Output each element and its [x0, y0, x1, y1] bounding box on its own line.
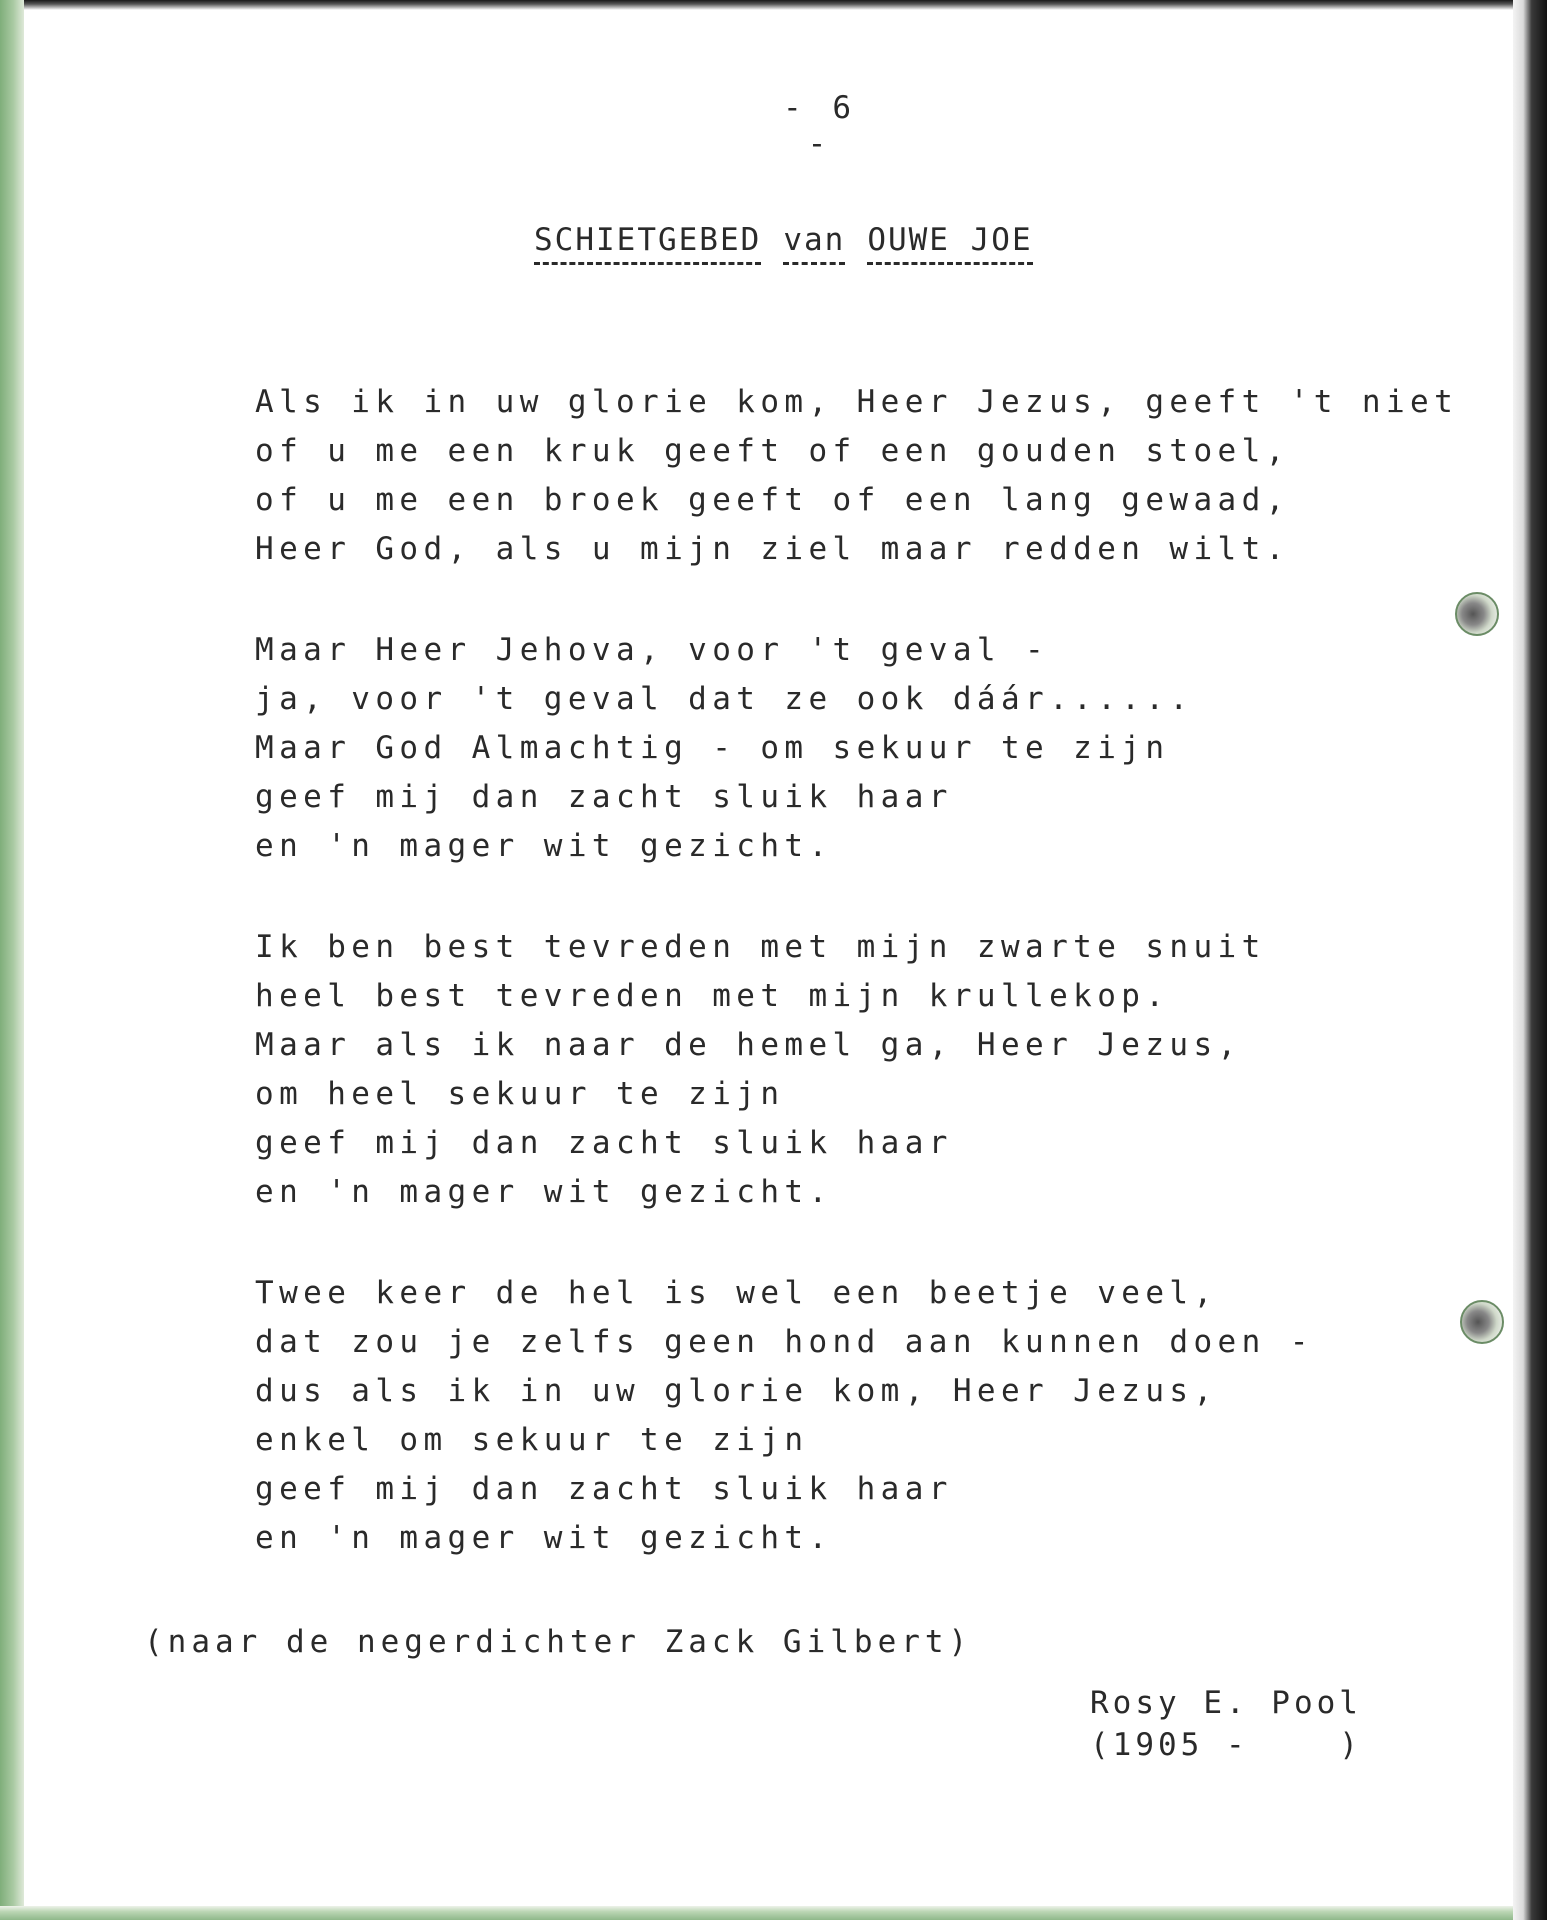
poem-line: Maar als ik naar de hemel ga, Heer Jezus,: [255, 1027, 1242, 1063]
poem-line: dus als ik in uw glorie kom, Heer Jezus,: [255, 1373, 1218, 1409]
punch-hole-top: [1455, 592, 1499, 636]
poem-line: of u me een broek geeft of een lang gewaad,: [255, 482, 1290, 518]
poem-line: om heel sekuur te zijn: [255, 1076, 785, 1112]
poem-line: dat zou je zelfs geen hond aan kunnen doen -: [255, 1324, 1314, 1360]
author-name: Rosy E. Pool: [1090, 1685, 1362, 1721]
title-word-1: SCHIETGEBED: [534, 222, 761, 265]
poem-line: geef mij dan zacht sluik haar: [255, 1125, 953, 1161]
author-signature: [1090, 1682, 1362, 1766]
poem-line: Twee keer de hel is wel een beetje veel,: [255, 1275, 1218, 1311]
source-attribution: (naar de negerdichter Zack Gilbert): [144, 1624, 973, 1660]
binder-edge-left: [0, 0, 24, 1920]
title-word-3: OUWE JOE: [867, 222, 1032, 265]
poem-line: Maar Heer Jehova, voor 't geval -: [255, 632, 1050, 668]
author-years: (1905 - ): [1090, 1727, 1362, 1763]
title-gap: [845, 246, 867, 250]
poem-line: en 'n mager wit gezicht.: [255, 1174, 833, 1210]
scan-edge-right: [1513, 0, 1547, 1920]
stanza: [255, 1269, 1435, 1563]
poem-line: geef mij dan zacht sluik haar: [255, 779, 953, 815]
page-top-edge: [0, 0, 1547, 10]
title-gap: [761, 246, 783, 250]
stanza: [255, 923, 1435, 1217]
page-number: - 6 -: [783, 90, 857, 162]
poem-line: Heer God, als u mijn ziel maar redden wilt.: [255, 531, 1290, 567]
poem-line: ja, voor 't geval dat ze ook dáár......: [255, 681, 1194, 717]
stanza: [255, 378, 1459, 574]
stanza: [255, 626, 1435, 871]
poem-title: [534, 222, 1033, 265]
poem-line: Ik ben best tevreden met mijn zwarte snuit: [255, 929, 1266, 965]
poem-line: heel best tevreden met mijn krullekop.: [255, 978, 1170, 1014]
poem-line: of u me een kruk geeft of een gouden stoel,: [255, 433, 1290, 469]
poem-line: en 'n mager wit gezicht.: [255, 828, 833, 864]
poem-line: Maar God Almachtig - om sekuur te zijn: [255, 730, 1170, 766]
poem-line: Als ik in uw glorie kom, Heer Jezus, geeft 't niet: [255, 384, 1459, 420]
poem-line: geef mij dan zacht sluik haar: [255, 1471, 953, 1507]
poem-line: enkel om sekuur te zijn: [255, 1422, 809, 1458]
binder-edge-bottom: [0, 1906, 1547, 1920]
poem-line: en 'n mager wit gezicht.: [255, 1520, 833, 1556]
poem-body: [255, 378, 1459, 1615]
title-word-2: van: [783, 222, 845, 265]
punch-hole-bottom: [1460, 1300, 1504, 1344]
